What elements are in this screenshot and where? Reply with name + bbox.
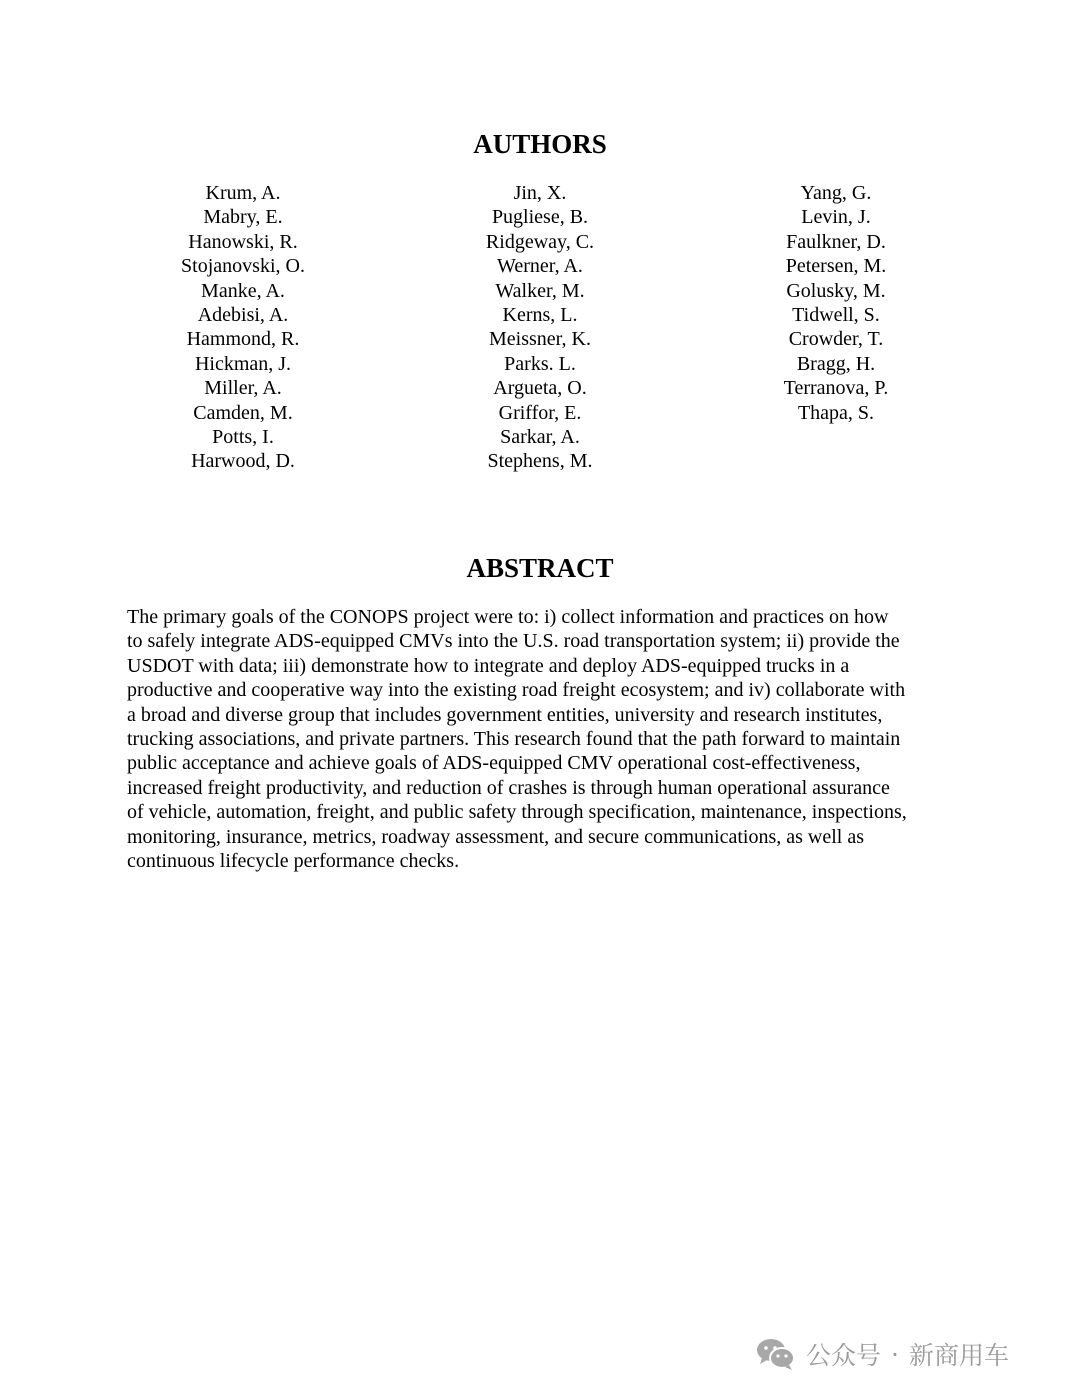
abstract-line: a broad and diverse group that includes government entities, university and research institutes, [127,703,883,726]
author-name: Hammond, R. [186,328,300,351]
author-name: Pugliese, B. [491,206,589,229]
author-name: Parks. L. [504,352,576,375]
authors-column-3 [706,181,966,425]
author-name: Harwood, D. [191,450,295,473]
abstract-line: public acceptance and achieve goals of ADS-equipped CMV operational cost-effectiveness, [127,752,861,775]
author-name: Miller, A. [204,377,282,400]
abstract-body [127,605,957,873]
abstract-line: monitoring, insurance, metrics, roadway assessment, and secure communications, as well as [127,825,865,848]
authors-column-2 [410,181,670,474]
abstract-line: increased freight productivity, and reduction of crashes is through human operational assurance [127,776,890,799]
author-name: Yang, G. [800,182,872,204]
author-name: Hanowski, R. [188,230,298,253]
watermark-account: 新商用车 [908,1341,1009,1370]
author-name: Kerns, L. [502,304,578,327]
author-name: Adebisi, A. [197,304,289,327]
author-name: Tidwell, S. [792,304,880,327]
author-name: Crowder, T. [788,328,884,351]
author-name: Camden, M. [193,401,293,424]
watermark-separator: · [891,1339,899,1369]
author-name: Werner, A. [497,255,583,278]
wechat-icon [756,1337,796,1371]
author-name: Terranova, P. [783,377,889,400]
author-name: Thapa, S. [797,401,875,424]
author-name: Stephens, M. [487,450,593,473]
authors-heading: AUTHORS [473,129,607,159]
author-name: Argueta, O. [493,377,587,400]
abstract-line: The primary goals of the CONOPS project were to: i) collect information and practices on how [127,606,889,628]
author-name: Krum, A. [205,182,281,204]
author-name: Mabry, E. [203,206,283,229]
author-name: Manke, A. [201,279,285,302]
abstract-line: to safely integrate ADS-equipped CMVs into the U.S. road transportation system; ii) provide the [127,630,900,653]
author-name: Faulkner, D. [786,230,886,253]
author-name: Hickman, J. [194,352,292,375]
author-name: Griffor, E. [498,401,582,424]
abstract-line: trucking associations, and private partners. This research found that the path forward to maintain [127,728,901,751]
author-name: Meissner, K. [489,328,591,351]
author-name: Golusky, M. [786,279,886,302]
author-name: Jin, X. [513,182,567,204]
abstract-heading: ABSTRACT [466,553,614,583]
author-name: Sarkar, A. [500,426,580,449]
author-name: Levin, J. [801,206,871,229]
abstract-line: productive and cooperative way into the existing road freight ecosystem; and iv) collaborate with [127,679,906,702]
watermark-platform: 公众号 [806,1341,882,1370]
watermark [756,1336,1009,1372]
authors-column-1 [113,181,373,474]
abstract-line: USDOT with data; iii) demonstrate how to integrate and deploy ADS-equipped trucks in a [127,654,850,677]
author-name: Walker, M. [495,279,585,302]
abstract-line: of vehicle, automation, freight, and public safety through specification, maintenance, inspections, [127,801,907,824]
author-name: Petersen, M. [785,255,887,278]
author-name: Bragg, H. [796,352,876,375]
author-name: Stojanovski, O. [181,255,305,278]
author-name: Ridgeway, C. [485,230,595,253]
abstract-line: continuous lifecycle performance checks. [127,850,460,873]
author-name: Potts, I. [212,426,274,449]
